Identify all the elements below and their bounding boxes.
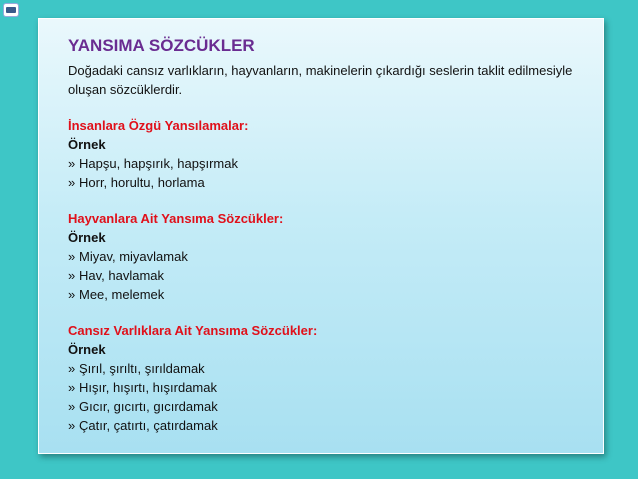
- list-item: [68, 266, 588, 285]
- bullet-glyph: »: [68, 399, 76, 414]
- list-item-text: Hapşu, hapşırık, hapşırmak: [79, 156, 238, 171]
- window-icon: [4, 4, 18, 16]
- bullet-glyph: »: [68, 268, 76, 283]
- bullet-glyph: »: [68, 156, 76, 171]
- slide-description: Doğadaki cansız varlıkların, hayvanların, makinelerin çıkardığı seslerin taklit edilmesiyle oluşan sözcüklerdir.: [68, 63, 573, 97]
- list-item: [68, 378, 588, 397]
- list-item-text: Çatır, çatırtı, çatırdamak: [79, 418, 218, 433]
- list-item: [68, 397, 588, 416]
- bullet-glyph: »: [68, 249, 76, 264]
- section-heading: İnsanlara Özgü Yansılamalar:: [68, 118, 249, 133]
- list-item-text: Şırıl, şırıltı, şırıldamak: [79, 361, 205, 376]
- example-label: Örnek: [68, 230, 106, 245]
- list-item: [68, 247, 588, 266]
- list-item: [68, 173, 588, 192]
- section-heading: Hayvanlara Ait Yansıma Sözcükler:: [68, 211, 284, 226]
- list-item-text: Horr, horultu, horlama: [79, 175, 205, 190]
- example-label: Örnek: [68, 342, 106, 357]
- example-label: Örnek: [68, 137, 106, 152]
- list-item-text: Miyav, miyavlamak: [79, 249, 188, 264]
- bullet-glyph: »: [68, 175, 76, 190]
- slide-card: [38, 18, 604, 454]
- bullet-glyph: »: [68, 287, 76, 302]
- section-animals: [68, 209, 588, 304]
- list-item: [68, 154, 588, 173]
- list-item-text: Mee, melemek: [79, 287, 165, 302]
- list-item: [68, 359, 588, 378]
- section-inanimate: [68, 321, 588, 435]
- bullet-glyph: »: [68, 361, 76, 376]
- list-item-text: Hav, havlamak: [79, 268, 165, 283]
- slide-title: YANSIMA SÖZCÜKLER: [68, 36, 255, 55]
- slide-content: [68, 35, 588, 452]
- list-item: [68, 285, 588, 304]
- list-item: [68, 416, 588, 435]
- section-human: [68, 116, 588, 192]
- list-item-text: Gıcır, gıcırtı, gıcırdamak: [79, 399, 218, 414]
- list-item-text: Hışır, hışırtı, hışırdamak: [79, 380, 217, 395]
- bullet-glyph: »: [68, 380, 76, 395]
- bullet-glyph: »: [68, 418, 76, 433]
- section-heading: Cansız Varlıklara Ait Yansıma Sözcükler:: [68, 323, 318, 338]
